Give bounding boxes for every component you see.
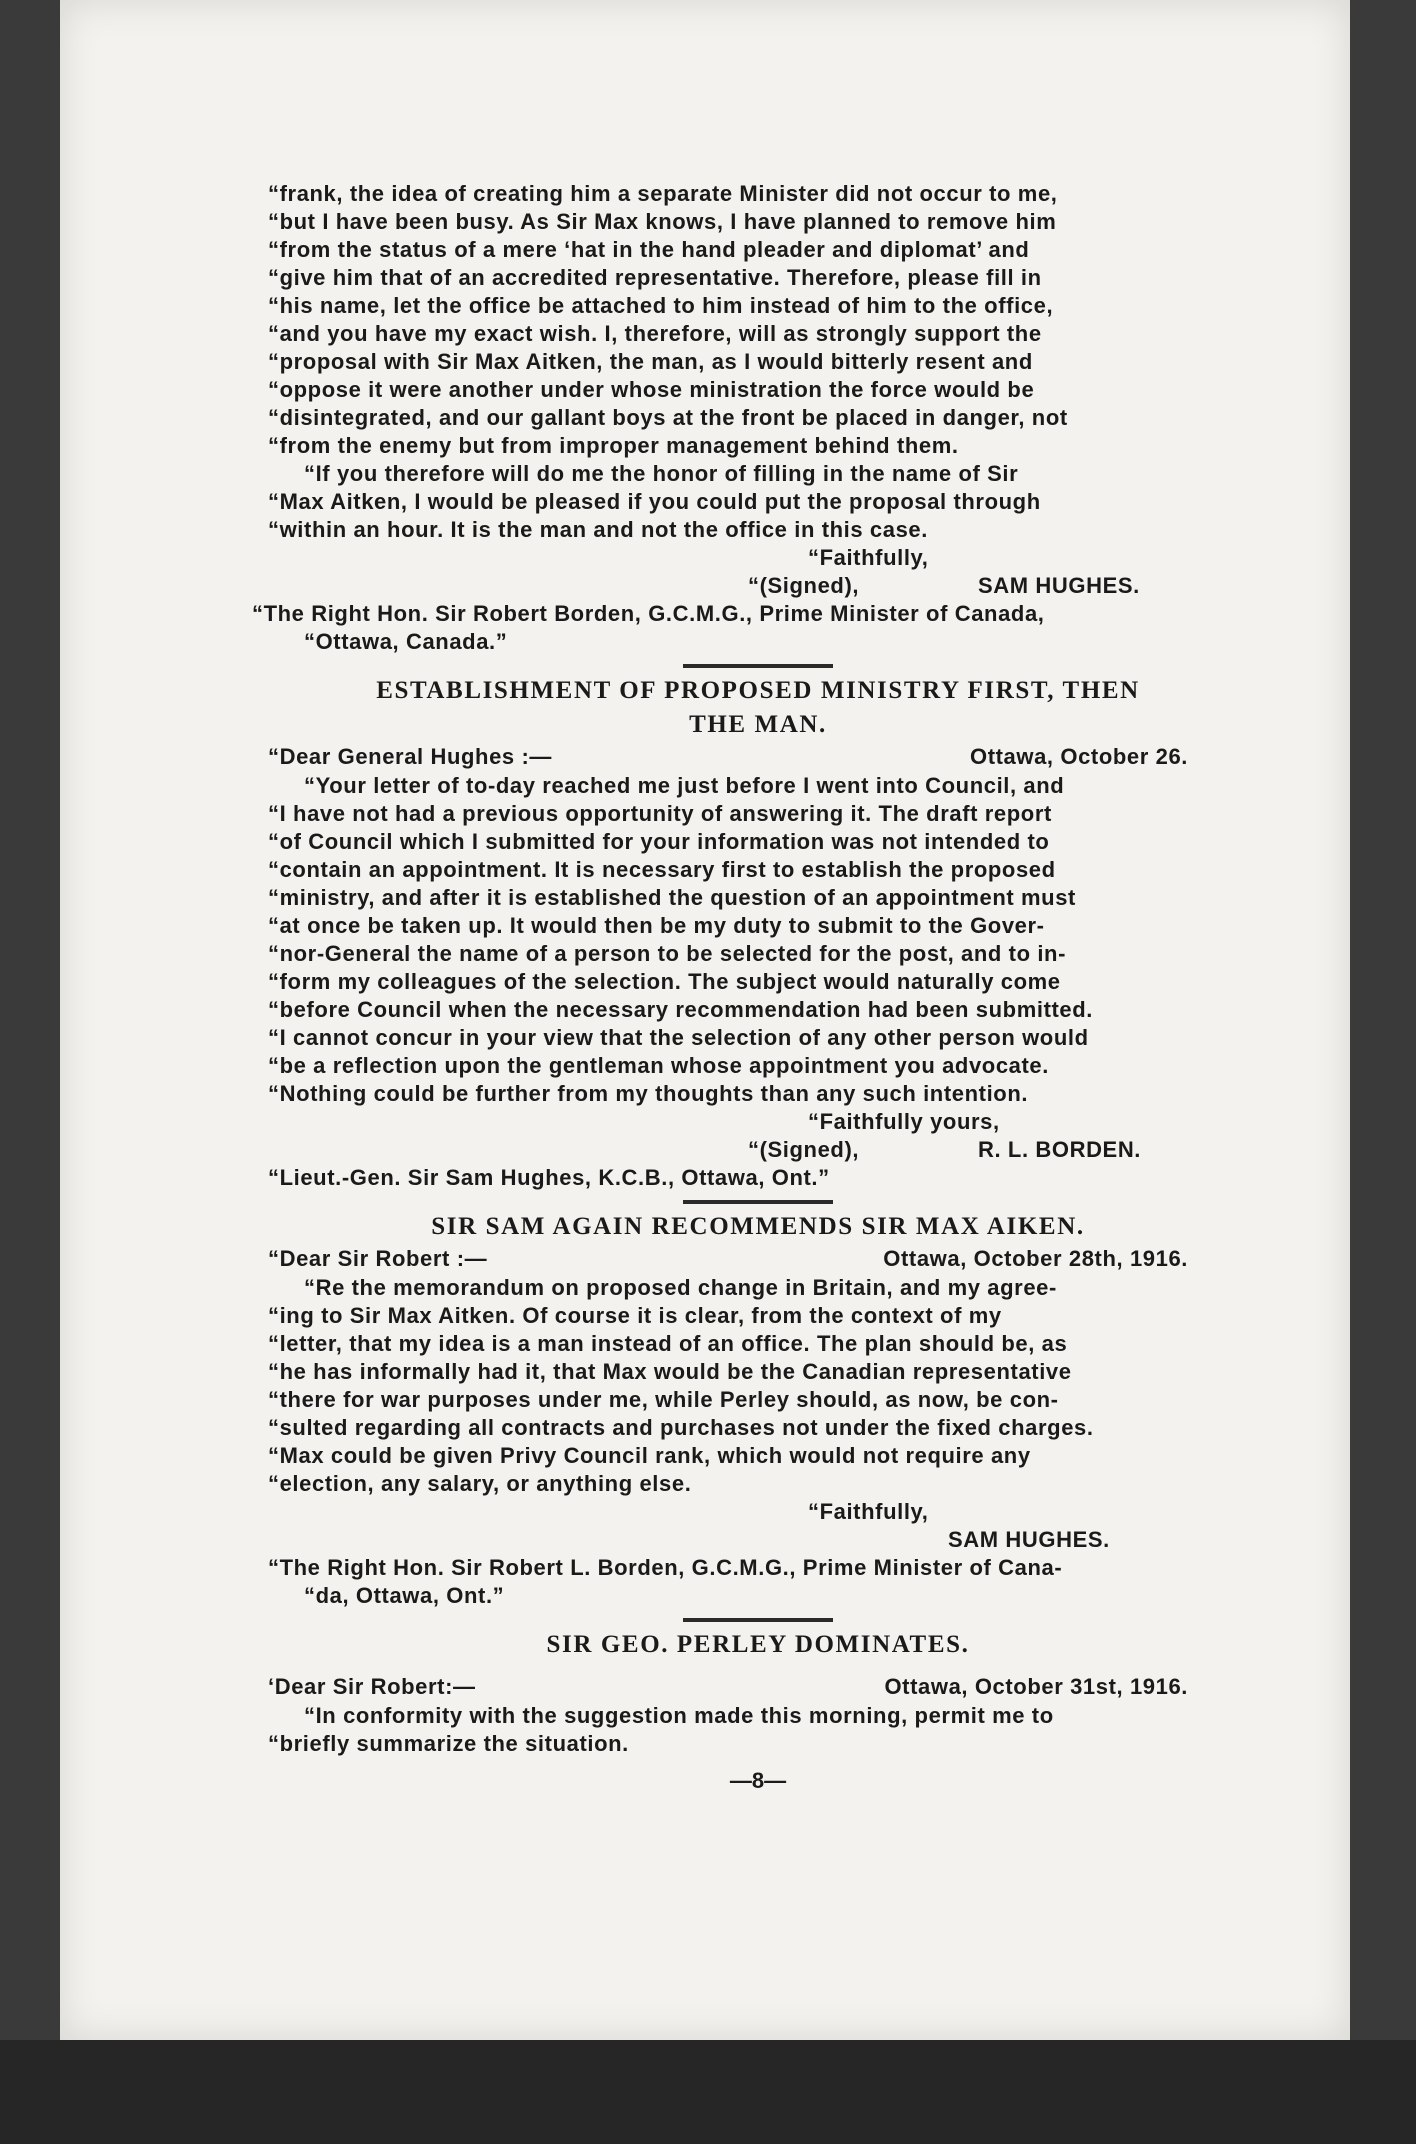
text-line: “and you have my exact wish. I, therefore, will as strongly support the [268, 321, 1042, 346]
salutation-row [268, 742, 1248, 772]
text-line: “ministry, and after it is established the question of an appointment must [268, 885, 1076, 910]
section-divider [683, 664, 833, 668]
text-line: “frank, the idea of creating him a separate Minister did not occur to me, [268, 181, 1058, 206]
signature-row [268, 1136, 1248, 1164]
text-line: “Max could be given Privy Council rank, which would not require any [268, 1443, 1031, 1468]
text-line: “give him that of an accredited representative. Therefore, please fill in [268, 265, 1042, 290]
text-line: “proposal with Sir Max Aitken, the man, as I would bitterly resent and [268, 349, 1033, 374]
letter-date: Ottawa, October 31st, 1916. [884, 1674, 1188, 1699]
section-establishment [268, 674, 1248, 1192]
letter-date: Ottawa, October 28th, 1916. [883, 1246, 1188, 1271]
text-line: “contain an appointment. It is necessary first to establish the proposed [268, 857, 1056, 882]
letter-closing: “Faithfully, [808, 545, 929, 570]
text-line: “but I have been busy. As Sir Max knows, I have planned to remove him [268, 209, 1057, 234]
text-line: “form my colleagues of the selection. The subject would naturally come [268, 969, 1061, 994]
letter-closing: “Faithfully yours, [808, 1109, 1000, 1134]
salutation-row [268, 1672, 1248, 1702]
section-heading: SIR GEO. PERLEY DOMINATES. [546, 1631, 970, 1658]
address-line: “The Right Hon. Sir Robert Borden, G.C.M.G., Prime Minister of Canada, [252, 601, 1045, 626]
section-sir-sam-recommends [268, 1210, 1248, 1610]
text-line: “In conformity with the suggestion made this morning, permit me to [304, 1703, 1054, 1728]
text-line: “sulted regarding all contracts and purchases not under the fixed charges. [268, 1415, 1094, 1440]
salutation: “Dear General Hughes :— [268, 744, 552, 769]
text-line: “briefly summarize the situation. [268, 1731, 629, 1756]
text-line: “ing to Sir Max Aitken. Of course it is clear, from the context of my [268, 1303, 1002, 1328]
scan-border-right [1344, 0, 1416, 2144]
text-line: “letter, that my idea is a man instead of an office. The plan should be, as [268, 1331, 1068, 1356]
section-perley-dominates [268, 1628, 1248, 1758]
address-line: “The Right Hon. Sir Robert L. Borden, G.C.M.G., Prime Minister of Cana- [268, 1555, 1063, 1580]
salutation-row [268, 1244, 1248, 1274]
text-line: “of Council which I submitted for your information was not intended to [268, 829, 1050, 854]
text-line: “be a reflection upon the gentleman whose appointment you advocate. [268, 1053, 1049, 1078]
address-line: “da, Ottawa, Ont.” [304, 1583, 505, 1608]
text-line: “there for war purposes under me, while Perley should, as now, be con- [268, 1387, 1059, 1412]
text-line: “Max Aitken, I would be pleased if you could put the proposal through [268, 489, 1041, 514]
text-line: “election, any salary, or anything else. [268, 1471, 692, 1496]
letter-date: Ottawa, October 26. [969, 744, 1188, 769]
text-line: “Re the memorandum on proposed change in Britain, and my agree- [304, 1275, 1057, 1300]
text-line: “at once be taken up. It would then be my duty to submit to the Gover- [268, 913, 1045, 938]
signature-row [268, 572, 1248, 600]
text-line: “If you therefore will do me the honor of filling in the name of Sir [304, 461, 1019, 486]
text-line: “Nothing could be further from my thoughts than any such intention. [268, 1081, 1029, 1106]
text-line: “nor-General the name of a person to be selected for the post, and to in- [268, 941, 1067, 966]
text-line: “his name, let the office be attached to him instead of him to the office, [268, 293, 1054, 318]
section-divider [683, 1200, 833, 1204]
section-heading: ESTABLISHMENT OF PROPOSED MINISTRY FIRST, THEN [376, 677, 1140, 704]
page-content [252, 180, 1248, 1794]
text-line: “from the enemy but from improper management behind them. [268, 433, 959, 458]
text-line: “before Council when the necessary recommendation had been submitted. [268, 997, 1094, 1022]
text-line: “oppose it were another under whose ministration the force would be [268, 377, 1035, 402]
text-line: “within an hour. It is the man and not the office in this case. [268, 517, 928, 542]
signed-label: “(Signed), [748, 1137, 860, 1162]
scan-border-bottom [0, 2040, 1416, 2144]
letter-hughes-tail [252, 180, 1248, 656]
page-number: —8— [729, 1768, 787, 1793]
section-heading: SIR SAM AGAIN RECOMMENDS SIR MAX AIKEN. [431, 1213, 1085, 1240]
section-divider [683, 1618, 833, 1622]
text-line: “disintegrated, and our gallant boys at the front be placed in danger, not [268, 405, 1068, 430]
salutation: ‘Dear Sir Robert:— [268, 1674, 476, 1699]
text-line: “he has informally had it, that Max would be the Canadian representative [268, 1359, 1072, 1384]
text-line: “I cannot concur in your view that the selection of any other person would [268, 1025, 1089, 1050]
signer-name: SAM HUGHES. [978, 573, 1140, 598]
signer-name: R. L. BORDEN. [978, 1137, 1142, 1162]
signer-name: SAM HUGHES. [948, 1527, 1110, 1552]
text-line: “Your letter of to-day reached me just before I went into Council, and [304, 773, 1065, 798]
text-line: “I have not had a previous opportunity of answering it. The draft report [268, 801, 1052, 826]
signed-label: “(Signed), [748, 573, 860, 598]
letter-closing: “Faithfully, [808, 1499, 929, 1524]
address-line: “Ottawa, Canada.” [304, 629, 508, 654]
address-line: “Lieut.-Gen. Sir Sam Hughes, K.C.B., Ottawa, Ont.” [268, 1165, 830, 1190]
section-heading: THE MAN. [689, 711, 827, 738]
salutation: “Dear Sir Robert :— [268, 1246, 488, 1271]
text-line: “from the status of a mere ‘hat in the hand pleader and diplomat’ and [268, 237, 1030, 262]
